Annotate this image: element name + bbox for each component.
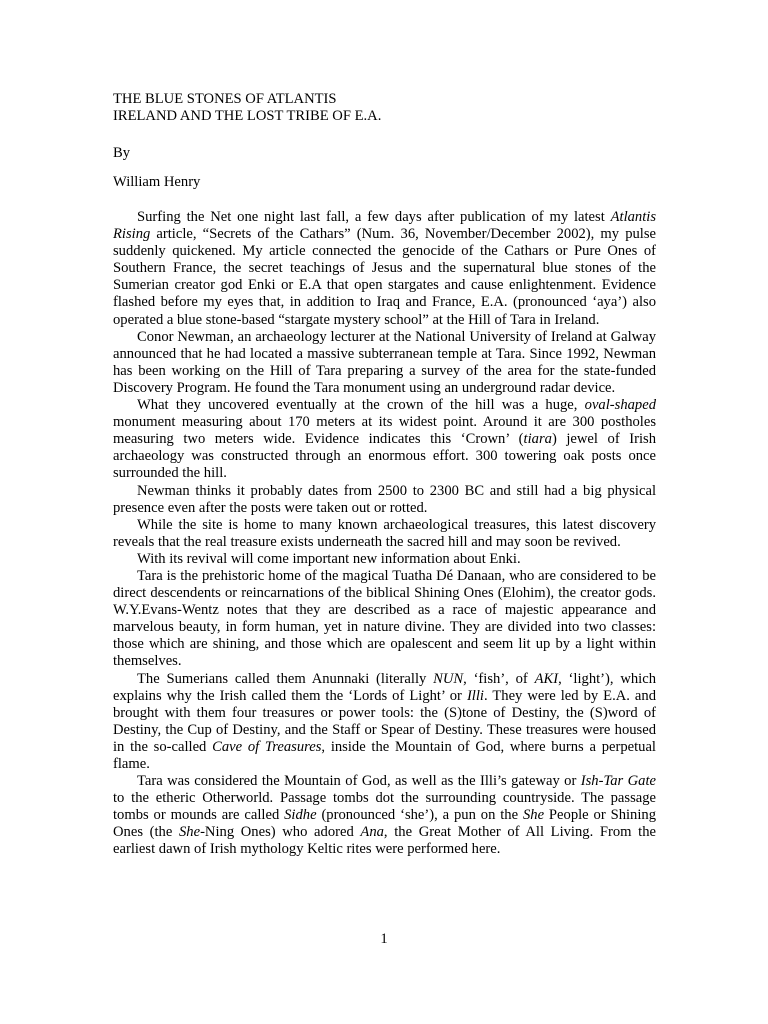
body-paragraph — [113, 517, 656, 551]
italic-text: AKI — [534, 670, 559, 687]
title-line-1: THE BLUE STONES OF ATLANTIS — [113, 91, 337, 107]
text-run: . They were led by E.A. and brought with them four treasures or power tools: the (S)tone of Destiny, the (S)word of Destiny, the Cup of Destiny, and the Staff or Spear of Destiny. These treasures were housed in the so-called — [113, 687, 657, 755]
document-title — [113, 91, 381, 126]
body-paragraph — [113, 568, 656, 671]
body-paragraph — [113, 329, 656, 397]
text-run: , ‘light’), which explains why the Irish called them the ‘Lords of Light’ or — [113, 670, 657, 704]
text-run: , ‘fish’, of — [463, 670, 535, 687]
italic-text: Sidhe — [284, 807, 317, 824]
text-run: The Sumerians called them Anunnaki (literally — [137, 670, 434, 687]
text-run: What they uncovered eventually at the crown of the hill was a huge, — [137, 397, 585, 414]
italic-text: Illi — [466, 687, 484, 704]
italic-text: Atlantis Rising — [113, 209, 656, 243]
text-run: , inside the Mountain of God, where burns a perpetual flame. — [113, 738, 656, 772]
italic-text: She — [522, 807, 545, 824]
text-run: Newman thinks it probably dates from 2500 to 2300 BC and still had a big physical presence even after the posts were taken out or rotted. — [113, 482, 656, 516]
text-run: People or Shining Ones (the — [113, 807, 656, 841]
body-paragraph — [113, 773, 656, 858]
author-name: William Henry — [113, 174, 201, 190]
italic-text: tiara — [523, 431, 552, 448]
text-run: monument measuring about 170 meters at its widest point. Around it are 300 postholes measuring two meters wide. Evidence indicates this ‘Crown’ ( — [113, 414, 656, 448]
text-run: Tara is the prehistoric home of the magical Tuatha Dé Danaan, who are considered to be direct descendents or reincarnations of the biblical Shining Ones (Elohim), the creator gods. W.Y.Evans-Wentz notes that they are described as a race of majestic appearance and marvelous beauty, in form human, yet in nature divine. They are divided into two classes: those which are shining, and those which are opalescent and seem lit up by a light within themselves. — [113, 567, 656, 670]
text-run: (pronounced ‘she’), a pun on the — [316, 807, 523, 824]
text-run: Conor Newman, an archaeology lecturer at the National University of Ireland at Galway announced that he had located a massive subterranean temple at Tara. Since 1992, Newman has been working on the Hill of Tara preparing a survey of the area for the state-funded Discovery Program. He found the Tara monument using an underground radar device. — [113, 328, 656, 396]
body-paragraph — [113, 671, 656, 774]
italic-text: Ana — [360, 824, 384, 841]
text-run: Tara was considered the Mountain of God, as well as the Illi’s gateway or — [137, 773, 581, 790]
body-paragraph — [113, 551, 656, 568]
text-run: ) jewel of Irish archaeology was constructed through an enormous effort. 300 towering oak posts once surrounded the hill. — [113, 431, 656, 482]
italic-text: Cave of Treasures — [212, 738, 322, 755]
byline-label: By — [113, 145, 131, 161]
body-paragraph — [113, 483, 656, 517]
body-paragraph — [113, 397, 656, 482]
italic-text: She — [178, 824, 201, 841]
text-run: Surfing the Net one night last fall, a few days after publication of my latest — [137, 209, 611, 225]
body-paragraph — [113, 209, 656, 329]
text-run: With its revival will come important new information about Enki. — [137, 550, 521, 567]
text-run: article, “Secrets of the Cathars” (Num. 36, November/December 2002), my pulse suddenly quickened. My article connected the genocide of the Cathars or Pure Ones of Southern France, the secret teachings of Jesus and the supernatural blue stones of the Sumerian creator god Enki or E.A that open stargates and cause enlightenment. Evidence flashed before my eyes that, in addition to Iraq and France, E.A. (pronounced ‘aya’) also operated a blue stone-based “stargate mystery school” at the Hill of Tara in Ireland. — [113, 226, 656, 328]
page-number: 1 — [380, 931, 388, 947]
italic-text: Ish-Tar Gate — [580, 773, 656, 790]
text-run: , the Great Mother of All Living. From the earliest dawn of Irish mythology Keltic rites were performed here. — [113, 824, 656, 858]
text-run: While the site is home to many known archaeological treasures, this latest discovery reveals that the real treasure exists underneath the sacred hill and may soon be revived. — [113, 516, 656, 550]
italic-text: oval-shaped — [584, 397, 656, 414]
italic-text: NUN — [433, 670, 464, 687]
article-body — [113, 209, 656, 859]
text-run: -Ning Ones) who adored — [200, 824, 361, 841]
text-run: to the etheric Otherworld. Passage tombs dot the surrounding countryside. The passage tombs or mounds are called — [113, 790, 656, 824]
title-line-2: IRELAND AND THE LOST TRIBE OF E.A. — [113, 108, 382, 125]
